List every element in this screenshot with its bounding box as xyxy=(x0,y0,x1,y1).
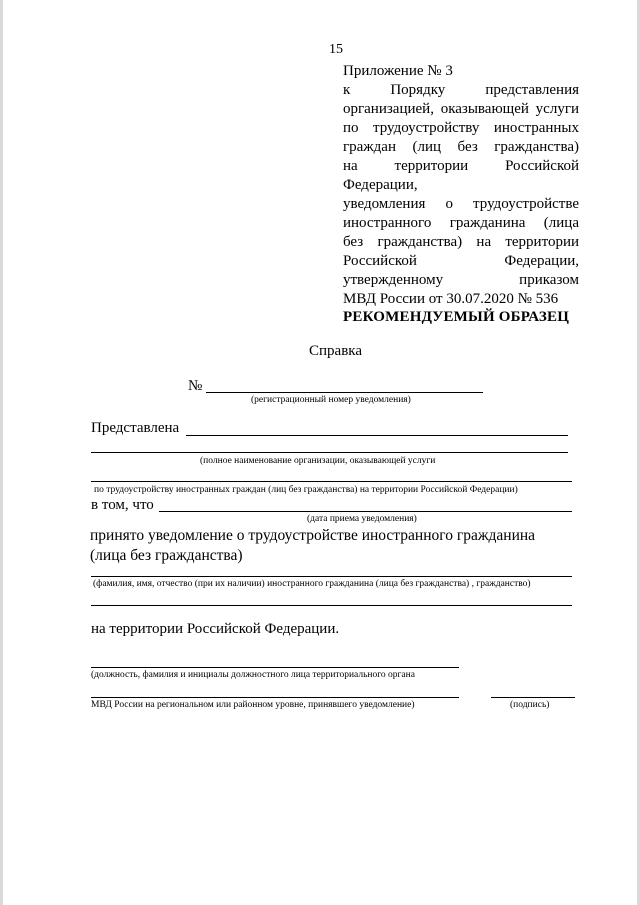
official-field-line-2 xyxy=(91,697,459,698)
appendix-line: граждан (лиц без гражданства) xyxy=(343,139,579,155)
appendix-line: утвержденному приказом xyxy=(343,272,579,288)
appendix-line: без гражданства) на территории xyxy=(343,234,579,250)
registration-number-field xyxy=(206,392,483,393)
date-hint: (дата приема уведомления) xyxy=(307,514,417,524)
appendix-header xyxy=(343,62,579,309)
person-field-line-2 xyxy=(91,605,572,606)
appendix-line: по трудоустройству иностранных xyxy=(343,120,579,136)
official-hint-2: МВД России на региональном или районном уровне, принявшего уведомление) xyxy=(91,700,415,710)
organization-hint-2: по трудоустройству иностранных граждан (лиц без гражданства) на территории Российской Федерации) xyxy=(94,485,518,495)
presented-label: Представлена xyxy=(91,420,180,436)
appendix-line: к Порядку представления xyxy=(343,82,579,98)
person-hint: (фамилия, имя, отчество (при их наличии) иностранного гражданина (лица без гражданства) , гражданство) xyxy=(93,579,531,589)
appendix-line: на территории Российской Федерации, xyxy=(343,158,579,193)
accepted-notification-text: принято уведомление о трудоустройстве иностранного гражданина (лица без гражданства) xyxy=(90,527,536,564)
page-number: 15 xyxy=(329,42,343,57)
appendix-line: Российской Федерации, xyxy=(343,253,579,269)
organization-hint-1: (полное наименование организации, оказывающей услуги xyxy=(200,456,436,466)
person-field-line-1 xyxy=(91,576,572,577)
appendix-line: МВД России от 30.07.2020 № 536 xyxy=(343,291,559,307)
organization-field-line-2 xyxy=(91,452,568,453)
date-field xyxy=(159,511,572,512)
recommended-sample-heading: РЕКОМЕНДУЕМЫЙ ОБРАЗЕЦ xyxy=(343,309,570,325)
organization-field-line-1 xyxy=(186,435,568,436)
in-that-label: в том, что xyxy=(91,497,154,513)
appendix-line: уведомления о трудоустройстве xyxy=(343,196,579,212)
organization-field-line-3 xyxy=(91,481,572,482)
scan-edge-left xyxy=(0,0,3,905)
official-hint-1: (должность, фамилия и инициалы должностного лица территориального органа xyxy=(91,670,415,680)
official-field-line-1 xyxy=(91,667,459,668)
appendix-line: иностранного гражданина (лица xyxy=(343,215,579,231)
territory-text: на территории Российской Федерации. xyxy=(91,621,340,637)
signature-field xyxy=(491,697,575,698)
document-title: Справка xyxy=(309,343,362,359)
registration-number-hint: (регистрационный номер уведомления) xyxy=(251,395,411,405)
signature-hint: (подпись) xyxy=(510,700,550,710)
appendix-line: организацией, оказывающей услуги xyxy=(343,101,579,117)
appendix-line: Приложение № 3 xyxy=(343,63,453,79)
number-label: № xyxy=(188,378,203,394)
